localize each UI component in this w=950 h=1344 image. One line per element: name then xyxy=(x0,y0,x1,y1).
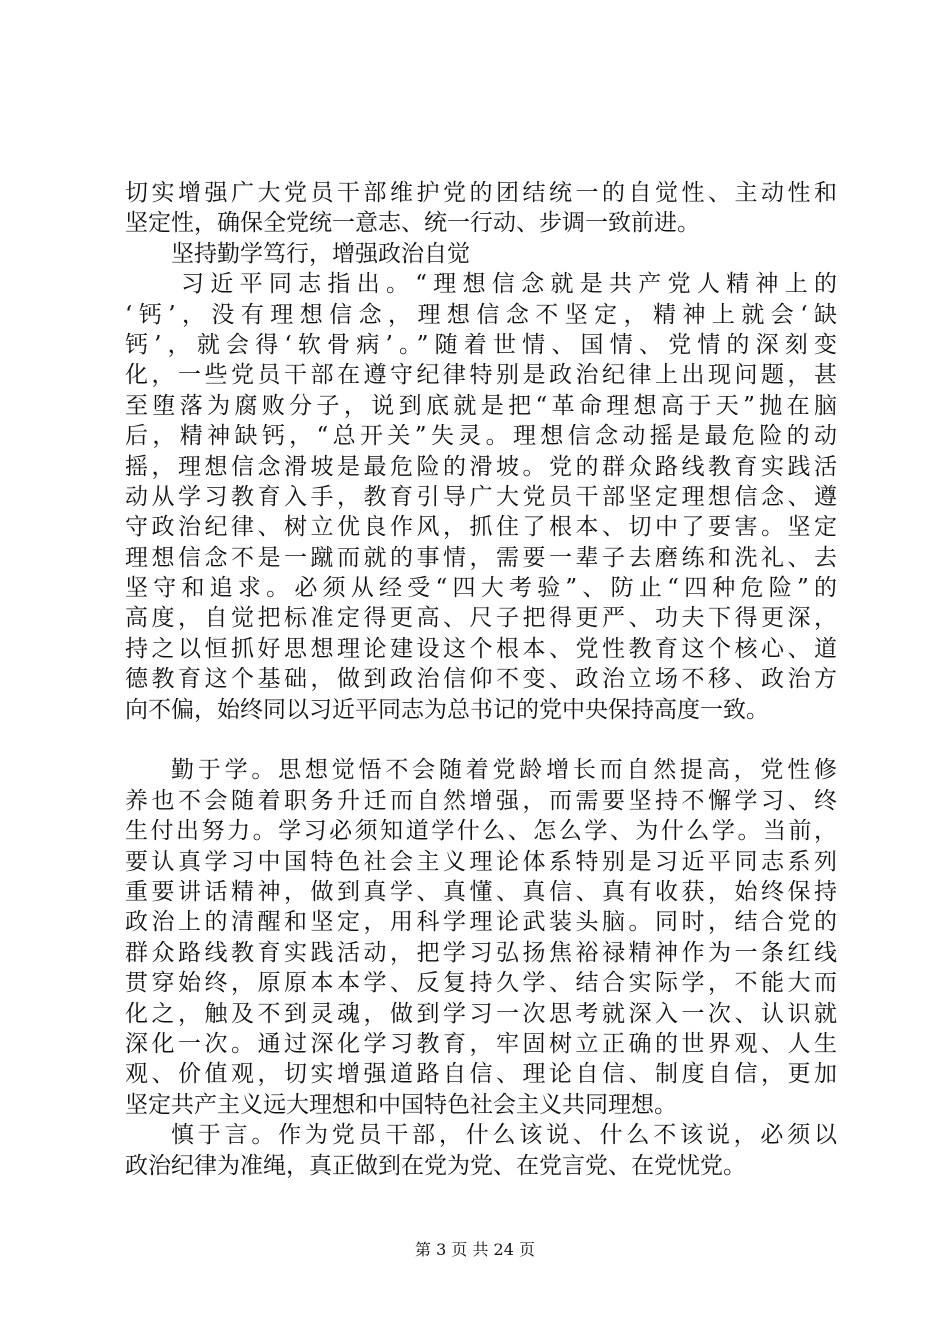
text-line: 观、价值观，切实增强道路自信、理论自信、制度自信，更加 xyxy=(125,1061,837,1088)
text-line: 钙’，就会得‘软骨病’。”随着世情、国情、党情的深刻变 xyxy=(125,331,837,358)
text-line: 深化一次。通过深化学习教育，牢固树立正确的世界观、人生 xyxy=(125,1030,837,1057)
text-line: 政治上的清醒和坚定，用科学理论武装头脑。同时，结合党的 xyxy=(125,909,837,936)
text-line: 政治纪律为准绳，真正做到在党为党、在党言党、在党忧党。 xyxy=(125,1152,746,1179)
text-line: 要认真学习中国特色社会主义理论体系特别是习近平同志系列 xyxy=(125,848,837,875)
section-heading: 坚持勤学笃行，增强政治自觉 xyxy=(171,240,470,267)
page-number-label: 第 3 页 共 24 页 xyxy=(415,1240,535,1259)
text-line: ‘钙’，没有理想信念，理想信念不坚定，精神上就会‘缺 xyxy=(125,301,837,328)
text-line: 动从学习教育入手，教育引导广大党员干部坚定理想信念、遵 xyxy=(125,483,837,510)
text-line: 化，一些党员干部在遵守纪律特别是政治纪律上出现问题，甚 xyxy=(125,362,837,389)
text-line: 理想信念不是一蹴而就的事情，需要一辈子去磨练和洗礼、去 xyxy=(125,544,837,571)
text-line: 生付出努力。学习必须知道学什么、怎么学、为什么学。当前， xyxy=(125,818,837,845)
text-line: 养也不会随着职务升迁而自然增强，而需要坚持不懈学习、终 xyxy=(125,787,837,814)
text-line: 至堕落为腐败分子，说到底就是把“革命理想高于天”抛在脑 xyxy=(125,392,837,419)
text-line: 持之以恒抓好思想理论建设这个根本、党性教育这个核心、道 xyxy=(125,635,837,662)
text-line: 习近平同志指出。“理想信念就是共产党人精神上的 xyxy=(181,271,837,298)
text-line: 重要讲话精神，做到真学、真懂、真信、真有收获，始终保持 xyxy=(125,878,837,905)
text-line: 高度，自觉把标准定得更高、尺子把得更严、功夫下得更深， xyxy=(125,605,837,632)
paragraph-gap xyxy=(125,725,837,755)
text-line: 贯穿始终，原原本本学、反复持久学、结合实际学，不能大而 xyxy=(125,970,837,997)
text-line: 慎于言。作为党员干部，什么该说、什么不该说，必须以 xyxy=(171,1122,837,1149)
text-line: 坚守和追求。必须从经受“四大考验”、防止“四种危险”的 xyxy=(125,575,837,602)
text-line: 勤于学。思想觉悟不会随着党龄增长而自然提高，党性修 xyxy=(171,757,837,784)
text-line: 后，精神缺钙，“总开关”失灵。理想信念动摇是最危险的动 xyxy=(125,423,837,450)
text-line: 摇，理想信念滑坡是最危险的滑坡。党的群众路线教育实践活 xyxy=(125,453,837,480)
text-line: 群众路线教育实践活动，把学习弘扬焦裕禄精神作为一条红线 xyxy=(125,939,837,966)
text-line: 德教育这个基础，做到政治信仰不变、政治立场不移、政治方 xyxy=(125,666,837,693)
text-line: 化之，触及不到灵魂，做到学习一次思考就深入一次、认识就 xyxy=(125,1000,837,1027)
text-line: 向不偏，始终同以习近平同志为总书记的党中央保持高度一致。 xyxy=(125,696,769,723)
document-body xyxy=(125,178,837,1181)
text-line: 坚定性，确保全党统一意志、统一行动、步调一致前进。 xyxy=(125,210,700,237)
text-line: 切实增强广大党员干部维护党的团结统一的自觉性、主动性和 xyxy=(125,180,837,206)
page-footer xyxy=(0,1240,950,1260)
text-line: 守政治纪律、树立优良作风，抓住了根本、切中了要害。坚定 xyxy=(125,514,837,541)
text-line: 坚定共产主义远大理想和中国特色社会主义共同理想。 xyxy=(125,1091,677,1118)
